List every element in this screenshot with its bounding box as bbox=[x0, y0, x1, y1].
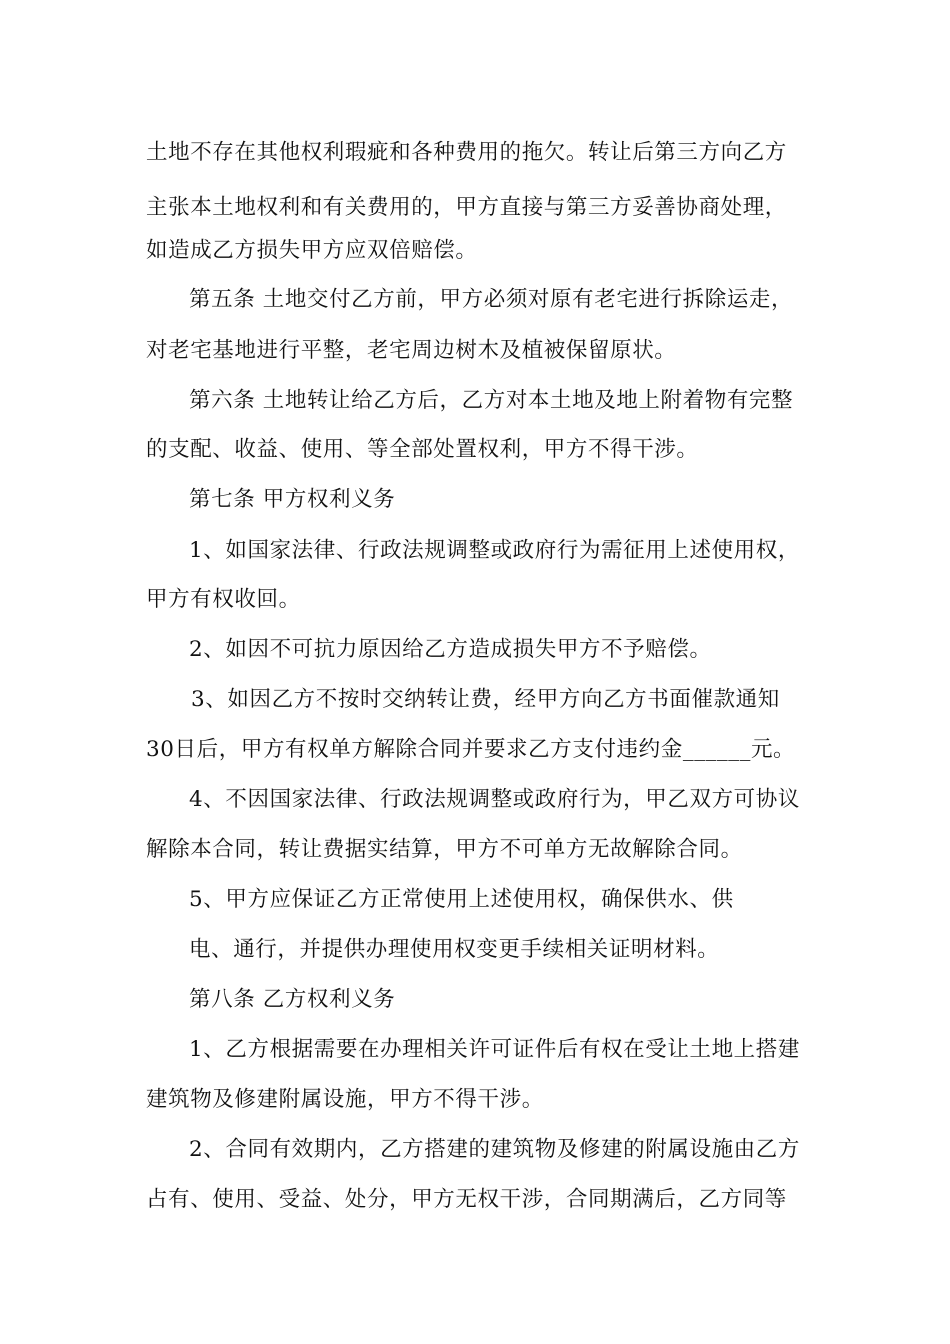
text-line: 甲方有权收回。 bbox=[146, 587, 301, 612]
article-5-line: 第五条 土地交付乙方前，甲方必须对原有老宅进行拆除运走， bbox=[189, 287, 794, 312]
clause-line: 1、乙方根据需要在办理相关许可证件后有权在受让土地上搭建 bbox=[189, 1037, 800, 1062]
clause-line: 4、不因国家法律、行政法规调整或政府行为，甲乙双方可协议 bbox=[189, 787, 800, 812]
text-line: 解除本合同，转让费据实结算，甲方不可单方无故解除合同。 bbox=[146, 837, 743, 862]
clause-line: 1、如国家法律、行政法规调整或政府行为需征用上述使用权， bbox=[189, 538, 800, 563]
text-line: 建筑物及修建附属设施，甲方不得干涉。 bbox=[146, 1087, 544, 1112]
clause-line: 2、如因不可抗力原因给乙方造成损失甲方不予赔偿。 bbox=[189, 637, 712, 662]
text-line: 如造成乙方损失甲方应双倍赔偿。 bbox=[146, 238, 478, 263]
text-line: 占有、使用、受益、处分，甲方无权干涉，合同期满后，乙方同等 bbox=[146, 1187, 787, 1212]
clause-line: 3、如因乙方不按时交纳转让费，经甲方向乙方书面催款通知 bbox=[191, 687, 780, 712]
text-line: 的支配、收益、使用、等全部处置权利，甲方不得干涉。 bbox=[146, 437, 699, 462]
article-8-heading: 第八条 乙方权利义务 bbox=[189, 987, 396, 1012]
article-7-heading: 第七条 甲方权利义务 bbox=[189, 487, 396, 512]
text-line: 主张本土地权利和有关费用的，甲方直接与第三方妥善协商处理， bbox=[146, 195, 787, 220]
text-line: 对老宅基地进行平整，老宅周边树木及植被保留原状。 bbox=[146, 338, 677, 363]
text-line: 土地不存在其他权利瑕疵和各种费用的拖欠。转让后第三方向乙方 bbox=[146, 140, 787, 165]
article-6-line: 第六条 土地转让给乙方后，乙方对本土地及地上附着物有完整 bbox=[189, 388, 794, 413]
text-line: 电、通行，并提供办理使用权变更手续相关证明材料。 bbox=[189, 937, 720, 962]
clause-line: 2、合同有效期内，乙方搭建的建筑物及修建的附属设施由乙方 bbox=[189, 1137, 800, 1162]
clause-line: 5、甲方应保证乙方正常使用上述使用权，确保供水、供 bbox=[189, 887, 734, 912]
text-line: 30日后，甲方有权单方解除合同并要求乙方支付违约金______元。 bbox=[146, 737, 796, 762]
